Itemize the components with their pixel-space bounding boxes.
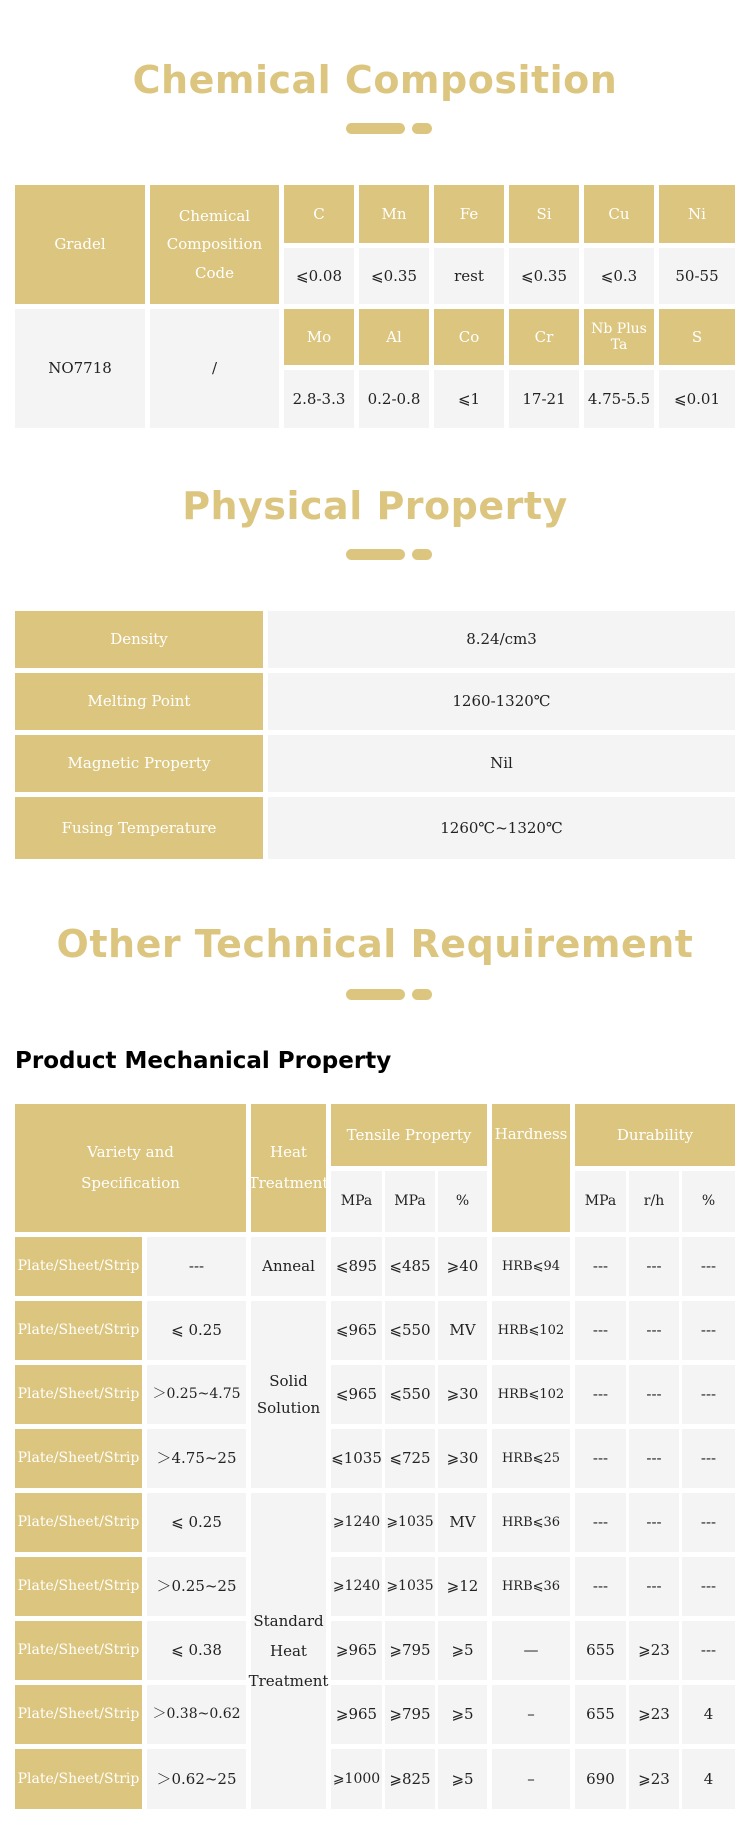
other-requirement-title: Other Technical Requirement bbox=[56, 922, 694, 966]
hardness-value: HRB⩽36 bbox=[492, 1557, 570, 1616]
durability-value: ⩾23 bbox=[629, 1685, 679, 1744]
durability-value: --- bbox=[682, 1493, 735, 1552]
durability-value: --- bbox=[575, 1301, 626, 1360]
composition-code-value: / bbox=[150, 309, 279, 428]
heat-treatment-cell: Standard Heat Treatment bbox=[251, 1493, 326, 1809]
tensile-value: ⩾12 bbox=[438, 1557, 487, 1616]
product-form: Plate/Sheet/Strip bbox=[15, 1365, 142, 1424]
tensile-value: ⩾30 bbox=[438, 1365, 487, 1424]
heat-treatment-cell: Solid Solution bbox=[251, 1301, 326, 1488]
unit-label: MPa bbox=[385, 1171, 435, 1232]
product-form: Plate/Sheet/Strip bbox=[15, 1237, 142, 1296]
title-divider bbox=[346, 989, 432, 1000]
product-form: Plate/Sheet/Strip bbox=[15, 1429, 142, 1488]
tensile-value: ⩾5 bbox=[438, 1749, 487, 1809]
tensile-value: ⩽550 bbox=[385, 1301, 435, 1360]
heat-treatment-cell: Anneal bbox=[251, 1237, 326, 1296]
unit-label: % bbox=[438, 1171, 487, 1232]
tensile-value: ⩾965 bbox=[331, 1621, 382, 1680]
durability-value: --- bbox=[629, 1237, 679, 1296]
product-form: Plate/Sheet/Strip bbox=[15, 1301, 142, 1360]
element-value: 0.2-0.8 bbox=[359, 370, 429, 428]
durability-value: --- bbox=[629, 1301, 679, 1360]
unit-label: % bbox=[682, 1171, 735, 1232]
durability-value: --- bbox=[629, 1365, 679, 1424]
durability-value: 655 bbox=[575, 1621, 626, 1680]
hardness-value: – bbox=[492, 1685, 570, 1744]
hardness-value: HRB⩽102 bbox=[492, 1365, 570, 1424]
product-form: Plate/Sheet/Strip bbox=[15, 1557, 142, 1616]
durability-value: --- bbox=[575, 1365, 626, 1424]
tensile-value: ⩽895 bbox=[331, 1237, 382, 1296]
durability-value: --- bbox=[629, 1557, 679, 1616]
property-label: Density bbox=[15, 611, 263, 668]
element-value: rest bbox=[434, 248, 504, 304]
spec-cell: ＞4.75~25 bbox=[147, 1429, 246, 1488]
element-header: Fe bbox=[434, 185, 504, 243]
composition-code-header: Chemical Composition Code bbox=[150, 185, 279, 304]
variety-header: Variety and Specification bbox=[15, 1104, 246, 1232]
unit-label: MPa bbox=[575, 1171, 626, 1232]
hardness-value: HRB⩽25 bbox=[492, 1429, 570, 1488]
spec-cell: ⩽ 0.25 bbox=[147, 1493, 246, 1552]
chemical-composition-title: Chemical Composition bbox=[132, 58, 618, 102]
element-value: ⩽0.08 bbox=[284, 248, 354, 304]
element-header: C bbox=[284, 185, 354, 243]
durability-value: --- bbox=[575, 1429, 626, 1488]
tensile-value: ⩾825 bbox=[385, 1749, 435, 1809]
property-label: Magnetic Property bbox=[15, 735, 263, 792]
durability-value: 690 bbox=[575, 1749, 626, 1809]
element-header: Cu bbox=[584, 185, 654, 243]
element-header: Ni bbox=[659, 185, 735, 243]
property-label: Melting Point bbox=[15, 673, 263, 730]
tensile-value: ⩽1035 bbox=[331, 1429, 382, 1488]
tensile-value: ⩽965 bbox=[331, 1301, 382, 1360]
hardness-value: — bbox=[492, 1621, 570, 1680]
element-header: Mn bbox=[359, 185, 429, 243]
element-header: Mo bbox=[284, 309, 354, 365]
tensile-value: ⩾5 bbox=[438, 1621, 487, 1680]
durability-value: --- bbox=[682, 1621, 735, 1680]
spec-cell: ＞0.25~25 bbox=[147, 1557, 246, 1616]
tensile-value: ⩾30 bbox=[438, 1429, 487, 1488]
hardness-value: – bbox=[492, 1749, 570, 1809]
element-header: Cr bbox=[509, 309, 579, 365]
grade-header: Gradel bbox=[15, 185, 145, 304]
element-value: ⩽0.01 bbox=[659, 370, 735, 428]
element-value: ⩽1 bbox=[434, 370, 504, 428]
spec-cell: ⩽ 0.25 bbox=[147, 1301, 246, 1360]
grade-value: NO7718 bbox=[15, 309, 145, 428]
tensile-value: ⩾1035 bbox=[385, 1557, 435, 1616]
spec-cell: ＞0.25~4.75 bbox=[147, 1365, 246, 1424]
hardness-header: Hardness bbox=[492, 1104, 570, 1232]
tensile-value: ⩾1000 bbox=[331, 1749, 382, 1809]
product-form: Plate/Sheet/Strip bbox=[15, 1685, 142, 1744]
durability-value: ⩾23 bbox=[629, 1749, 679, 1809]
durability-value: 4 bbox=[682, 1685, 735, 1744]
element-value: 4.75-5.5 bbox=[584, 370, 654, 428]
product-form: Plate/Sheet/Strip bbox=[15, 1621, 142, 1680]
element-value: 50-55 bbox=[659, 248, 735, 304]
element-value: ⩽0.35 bbox=[359, 248, 429, 304]
tensile-value: ⩽485 bbox=[385, 1237, 435, 1296]
element-header: Al bbox=[359, 309, 429, 365]
durability-value: --- bbox=[575, 1237, 626, 1296]
hardness-value: HRB⩽36 bbox=[492, 1493, 570, 1552]
spec-cell: ⩽ 0.38 bbox=[147, 1621, 246, 1680]
tensile-value: MV bbox=[438, 1301, 487, 1360]
durability-value: --- bbox=[629, 1429, 679, 1488]
tensile-value: ⩾795 bbox=[385, 1621, 435, 1680]
durability-header: Durability bbox=[575, 1104, 735, 1166]
durability-value: --- bbox=[682, 1237, 735, 1296]
title-divider bbox=[346, 123, 432, 134]
property-value: 8.24/cm3 bbox=[268, 611, 735, 668]
durability-value: --- bbox=[682, 1429, 735, 1488]
property-value: 1260-1320℃ bbox=[268, 673, 735, 730]
durability-value: 4 bbox=[682, 1749, 735, 1809]
element-header: S bbox=[659, 309, 735, 365]
element-value: 2.8-3.3 bbox=[284, 370, 354, 428]
element-value: 17-21 bbox=[509, 370, 579, 428]
element-value: ⩽0.35 bbox=[509, 248, 579, 304]
tensile-value: ⩾1035 bbox=[385, 1493, 435, 1552]
tensile-value: ⩽725 bbox=[385, 1429, 435, 1488]
durability-value: --- bbox=[575, 1557, 626, 1616]
physical-property-title: Physical Property bbox=[182, 484, 568, 528]
product-form: Plate/Sheet/Strip bbox=[15, 1749, 142, 1809]
mechanical-property-subtitle: Product Mechanical Property bbox=[15, 1048, 392, 1074]
spec-cell: ＞0.38~0.62 bbox=[147, 1685, 246, 1744]
property-label: Fusing Temperature bbox=[15, 797, 263, 859]
tensile-value: MV bbox=[438, 1493, 487, 1552]
unit-label: r/h bbox=[629, 1171, 679, 1232]
tensile-value: ⩾965 bbox=[331, 1685, 382, 1744]
product-form: Plate/Sheet/Strip bbox=[15, 1493, 142, 1552]
unit-label: MPa bbox=[331, 1171, 382, 1232]
element-header: Nb Plus Ta bbox=[584, 309, 654, 365]
tensile-value: ⩽965 bbox=[331, 1365, 382, 1424]
property-value: 1260℃~1320℃ bbox=[268, 797, 735, 859]
tensile-value: ⩽550 bbox=[385, 1365, 435, 1424]
tensile-header: Tensile Property bbox=[331, 1104, 487, 1166]
durability-value: --- bbox=[682, 1301, 735, 1360]
durability-value: --- bbox=[629, 1493, 679, 1552]
spec-cell: ＞0.62~25 bbox=[147, 1749, 246, 1809]
spec-cell: --- bbox=[147, 1237, 246, 1296]
durability-value: --- bbox=[682, 1557, 735, 1616]
hardness-value: HRB⩽94 bbox=[492, 1237, 570, 1296]
element-header: Si bbox=[509, 185, 579, 243]
durability-value: --- bbox=[575, 1493, 626, 1552]
tensile-value: ⩾5 bbox=[438, 1685, 487, 1744]
hardness-value: HRB⩽102 bbox=[492, 1301, 570, 1360]
heat-treatment-header: Heat Treatment bbox=[251, 1104, 326, 1232]
element-value: ⩽0.3 bbox=[584, 248, 654, 304]
durability-value: ⩾23 bbox=[629, 1621, 679, 1680]
title-divider bbox=[346, 549, 432, 560]
property-value: Nil bbox=[268, 735, 735, 792]
durability-value: 655 bbox=[575, 1685, 626, 1744]
tensile-value: ⩾795 bbox=[385, 1685, 435, 1744]
tensile-value: ⩾1240 bbox=[331, 1493, 382, 1552]
durability-value: --- bbox=[682, 1365, 735, 1424]
tensile-value: ⩾40 bbox=[438, 1237, 487, 1296]
element-header: Co bbox=[434, 309, 504, 365]
tensile-value: ⩾1240 bbox=[331, 1557, 382, 1616]
